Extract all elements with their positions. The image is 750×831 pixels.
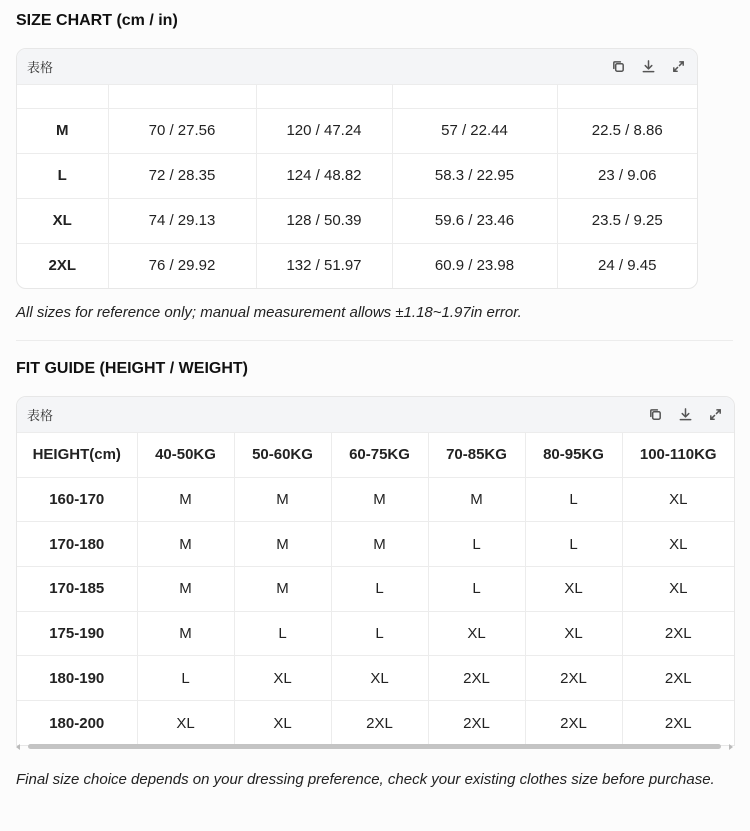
scroll-right-icon[interactable] [729, 744, 733, 750]
expand-icon[interactable] [669, 58, 687, 76]
recommended-size-cell: M [137, 611, 234, 656]
measurement-cell: 120 / 47.24 [256, 108, 392, 153]
measurement-cell: 132 / 51.97 [256, 243, 392, 288]
size-label-cell: M [17, 108, 108, 153]
table-row [17, 611, 734, 656]
recommended-size-cell: XL [137, 700, 234, 745]
measurement-cell: 23.5 / 9.25 [557, 198, 697, 243]
table-row [17, 522, 734, 567]
column-header: 80-95KG [525, 433, 622, 477]
recommended-size-cell: 2XL [331, 700, 428, 745]
recommended-size-cell: XL [525, 566, 622, 611]
header-cell [256, 85, 392, 108]
recommended-size-cell: XL [234, 656, 331, 701]
recommended-size-cell: M [234, 522, 331, 567]
column-header: 70-85KG [428, 433, 525, 477]
measurement-cell: 70 / 27.56 [108, 108, 256, 153]
header-cell [108, 85, 256, 108]
size-chart-header [17, 49, 697, 85]
table-row [17, 243, 697, 288]
measurement-cell: 59.6 / 23.46 [392, 198, 557, 243]
recommended-size-cell: M [234, 477, 331, 522]
header-cell [17, 85, 108, 108]
height-range-cell: 170-180 [17, 522, 137, 567]
recommended-size-cell: XL [525, 611, 622, 656]
recommended-size-cell: 2XL [428, 700, 525, 745]
download-icon[interactable] [639, 58, 657, 76]
recommended-size-cell: L [525, 522, 622, 567]
recommended-size-cell: XL [428, 611, 525, 656]
recommended-size-cell: L [137, 656, 234, 701]
copy-icon[interactable] [609, 58, 627, 76]
column-header: 50-60KG [234, 433, 331, 477]
size-label-cell: 2XL [17, 243, 108, 288]
expand-icon[interactable] [706, 406, 724, 424]
height-range-cell: 160-170 [17, 477, 137, 522]
size-label-cell: XL [17, 198, 108, 243]
fit-guide-title: FIT GUIDE (HEIGHT / WEIGHT) [16, 360, 248, 377]
section-divider [16, 340, 733, 341]
fit-guide-card [16, 396, 735, 746]
measurement-cell: 22.5 / 8.86 [557, 108, 697, 153]
measurement-cell: 124 / 48.82 [256, 153, 392, 198]
recommended-size-cell: M [428, 477, 525, 522]
measurement-cell: 23 / 9.06 [557, 153, 697, 198]
scroll-left-icon[interactable] [16, 744, 20, 750]
copy-icon[interactable] [646, 406, 664, 424]
table-row [17, 153, 697, 198]
recommended-size-cell: L [428, 566, 525, 611]
size-label-cell: L [17, 153, 108, 198]
recommended-size-cell: 2XL [428, 656, 525, 701]
size-chart-table [17, 85, 697, 288]
size-chart-table-label: 表格 [27, 61, 54, 76]
recommended-size-cell: M [331, 477, 428, 522]
measurement-cell: 58.3 / 22.95 [392, 153, 557, 198]
height-range-cell: 180-200 [17, 700, 137, 745]
header-cell [557, 85, 697, 108]
table-row [17, 566, 734, 611]
recommended-size-cell: XL [622, 522, 734, 567]
fit-guide-note: Final size choice depends on your dressing preference, check your existing clothes size before purchase. [16, 771, 715, 788]
size-chart-card [16, 48, 698, 289]
recommended-size-cell: L [331, 611, 428, 656]
height-range-cell: 170-185 [17, 566, 137, 611]
recommended-size-cell: L [234, 611, 331, 656]
recommended-size-cell: 2XL [525, 656, 622, 701]
fit-guide-tools [646, 406, 724, 424]
table-header-row [17, 433, 734, 477]
scroll-thumb[interactable] [28, 744, 721, 749]
recommended-size-cell: L [525, 477, 622, 522]
recommended-size-cell: XL [622, 566, 734, 611]
measurement-cell: 74 / 29.13 [108, 198, 256, 243]
download-icon[interactable] [676, 406, 694, 424]
recommended-size-cell: 2XL [664, 714, 692, 732]
column-header: 100-110KG [622, 433, 734, 477]
measurement-cell: 76 / 29.92 [108, 243, 256, 288]
fit-guide-table [17, 433, 734, 745]
recommended-size-cell: M [137, 566, 234, 611]
header-cell [392, 85, 557, 108]
table-row [17, 700, 734, 745]
fit-guide-header [17, 397, 734, 433]
recommended-size-cell: 2XL [622, 656, 734, 701]
recommended-size-cell: 2XL [525, 700, 622, 745]
measurement-cell: 60.9 / 23.98 [392, 243, 557, 288]
size-chart-tools [609, 58, 687, 76]
size-chart-note: All sizes for reference only; manual measurement allows ±1.18~1.97in error. [16, 304, 522, 321]
recommended-size-cell: L [331, 566, 428, 611]
measurement-cell: 57 / 22.44 [392, 108, 557, 153]
recommended-size-cell: M [137, 477, 234, 522]
height-range-cell: 175-190 [17, 611, 137, 656]
column-header: HEIGHT(cm) [17, 433, 137, 477]
column-header: 40-50KG [137, 433, 234, 477]
column-header: 60-75KG [331, 433, 428, 477]
table-row [17, 477, 734, 522]
recommended-size-cell: M [137, 522, 234, 567]
recommended-size-cell: XL [622, 477, 734, 522]
recommended-size-cell: XL [234, 700, 331, 745]
size-chart-title: SIZE CHART (cm / in) [16, 12, 178, 29]
measurement-cell: 24 / 9.45 [598, 257, 657, 275]
fit-guide-table-label: 表格 [27, 409, 54, 424]
measurement-cell: 72 / 28.35 [108, 153, 256, 198]
recommended-size-cell: M [234, 566, 331, 611]
table-row [17, 108, 697, 153]
recommended-size-cell: M [331, 522, 428, 567]
table-header-row [17, 85, 697, 108]
recommended-size-cell: L [428, 522, 525, 567]
recommended-size-cell: XL [331, 656, 428, 701]
height-range-cell: 180-190 [17, 656, 137, 701]
horizontal-scrollbar[interactable] [16, 742, 733, 752]
table-row [17, 656, 734, 701]
measurement-cell: 128 / 50.39 [256, 198, 392, 243]
table-row [17, 198, 697, 243]
recommended-size-cell: 2XL [622, 611, 734, 656]
